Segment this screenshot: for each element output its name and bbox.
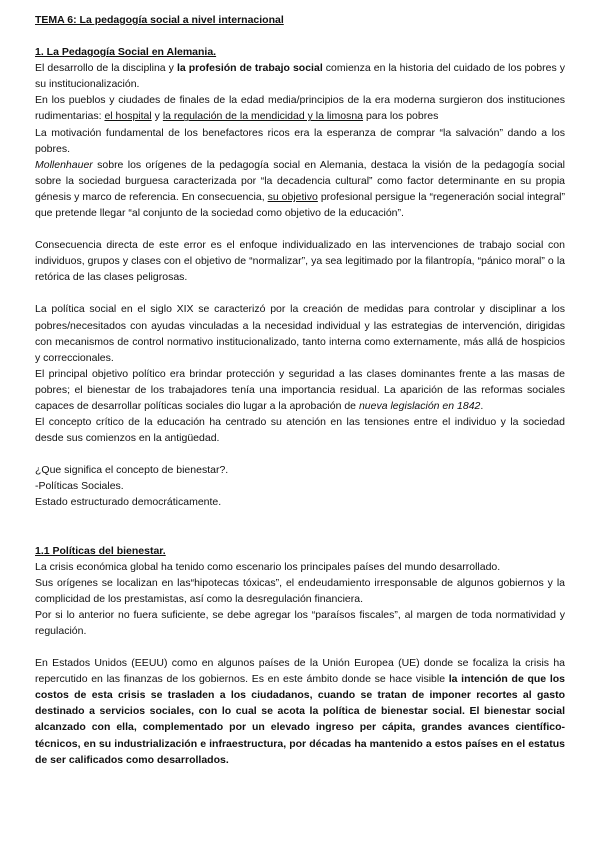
paragraph	[35, 92, 565, 124]
spacer	[35, 446, 565, 462]
paragraph: La política social en el siglo XIX se caracterizó por la creación de medidas para controlar y disciplinar a los pobres/necesitados con ayudas vinculadas a la necesidad individual y las estrategias de intervención, dirigidas con mecanismos de control normativo institucionalizado, tanto interna como externamente, más allá de hospicios y correccionales.	[35, 303, 565, 364]
spacer	[35, 285, 565, 301]
list-line: Estado estructurado democráticamente.	[35, 496, 222, 509]
document-title: TEMA 6: La pedagogía social a nivel internacional	[35, 14, 284, 26]
paragraph	[35, 366, 565, 414]
underlined-text: su objetivo	[267, 190, 318, 203]
italic-text: Mollenhauer	[35, 158, 93, 171]
spacer	[35, 639, 565, 655]
underlined-text: el hospital	[104, 110, 152, 123]
paragraph: Por si lo anterior no fuera suficiente, se debe agregar los “paraísos fiscales”, al margen de toda normatividad y regulación.	[35, 608, 565, 637]
paragraph: La crisis económica global ha tenido como escenario los principales países del mundo desarrollado.	[35, 560, 501, 573]
section-heading-alemania: 1. La Pedagogía Social en Alemania.	[35, 46, 217, 59]
paragraph: La motivación fundamental de los benefactores ricos era la esperanza de comprar “la salvación” dando a los pobres.	[35, 126, 565, 155]
paragraph	[35, 157, 565, 221]
underlined-text: la regulación de la mendicidad y la limosna	[162, 110, 364, 123]
text: El desarrollo de la disciplina y	[35, 62, 177, 75]
text: En Estados Unidos (EEUU) como en algunos países de la Unión Europea (UE) donde se focaliza la crisis ha repercutido en las finanzas de los gobiernos. Es en este ámbito donde se hace visible	[35, 657, 565, 686]
paragraph: El concepto crítico de la educación ha centrado su atención en las tensiones entre el individuo y la sociedad desde sus comienzos en la antigüedad.	[35, 416, 565, 445]
spacer	[35, 511, 565, 527]
document-body	[35, 12, 565, 768]
text: profesional persigue la “regeneración social integral” que pretende llegar “al conjunto de la sociedad como objetivo de la educación”.	[35, 190, 566, 220]
text: .	[480, 399, 484, 412]
paragraph: Consecuencia directa de este error es el enfoque individualizado en las intervenciones de trabajo social con individuos, grupos y clases con el objetivo de “normalizar”, ya sea legitimado por la filantropía, “pánico moral” o la retórica de las clases peligrosas.	[35, 239, 565, 284]
spacer	[35, 221, 565, 237]
text: y	[151, 110, 163, 123]
paragraph	[35, 60, 565, 92]
text: En los pueblos y ciudades de finales de la edad media/principios de la era moderna surgieron dos instituciones rudimentarias:	[35, 94, 565, 123]
text: comienza en la historia del cuidado de los pobres y su institucionalización.	[35, 62, 566, 91]
bold-text: la profesión de trabajo social	[176, 62, 323, 75]
list-line: -Políticas Sociales.	[35, 480, 124, 493]
bold-text: la intención de que los costos de esta crisis se trasladen a los ciudadanos, cuando se tratan de imponer recortes al gasto destinado a servicios sociales, con lo cual se acota la política de bienestar social. El bienestar social alcanzado con ella, complementado por un elevado ingreso per cápita, grandes avances científico-técnicos, en su industrialización e infraestructura, por décadas ha mantenido a estos países en el estatus de ser calificados como desarrollados.	[35, 673, 565, 766]
text: sobre los orígenes de la pedagogía social en Alemania, destaca la visión de la pedagogía social sobre la sociedad burguesa caracterizada por “la decadencia cultural” como factor determinante en su propia génesis y marco de referencia. En consecuencia,	[35, 158, 565, 203]
spacer	[35, 527, 565, 543]
paragraph: Sus orígenes se localizan en las“hipotecas tóxicas”, el endeudamiento irresponsable de algunos gobiernos y la complicidad de los prestamistas, así como la desregulación financiera.	[35, 576, 565, 605]
text: El principal objetivo político era brindar protección y seguridad a las clases dominantes frente a las masas de pobres; el bienestar de los trabajadores tenía una importancia residual. La aparición de las reformas sociales capaces de desarrollar políticas sociales dio lugar a la aprobación de	[35, 367, 565, 412]
paragraph	[35, 655, 565, 768]
question-line: ¿Que significa el concepto de bienestar?.	[35, 464, 229, 477]
text: para los pobres	[363, 110, 439, 123]
spacer	[35, 28, 565, 44]
italic-text: nueva legislación en 1842	[358, 399, 481, 412]
section-heading-politicas: 1.1 Políticas del bienestar.	[35, 544, 166, 557]
